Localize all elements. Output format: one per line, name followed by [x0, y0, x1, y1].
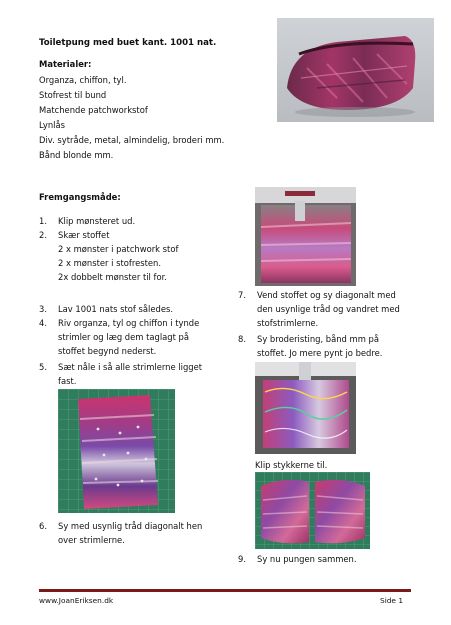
method-heading: Fremgangsmåde:	[39, 192, 121, 202]
step-text: Sy broderisting, bånd mm på	[257, 334, 379, 344]
step-number: 5.	[39, 362, 47, 372]
step-text: stoffet begynd nederst.	[58, 346, 157, 356]
list-item: Div. sytråde, metal, almindelig, broderi mm.	[39, 135, 225, 145]
step-text: fast.	[58, 376, 77, 386]
list-item: Bånd blonde mm.	[39, 150, 114, 160]
step-text: den usynlige tråd og vandret med	[257, 304, 400, 314]
step-text: Vend stoffet og sy diagonalt med	[257, 290, 396, 300]
step-text: Klip mønsteret ud.	[58, 216, 136, 226]
step-number: 9.	[238, 554, 246, 564]
step-number: 7.	[238, 290, 246, 300]
footer-rule	[39, 589, 411, 592]
step-number: 1.	[39, 216, 47, 226]
step-text: Sy nu pungen sammen.	[257, 554, 357, 564]
step-number: 2.	[39, 230, 47, 240]
list-item: Organza, chiffon, tyl.	[39, 75, 127, 85]
finished-pouch-photo	[277, 18, 434, 122]
step-text: Sæt nåle i så alle strimlerne ligget	[58, 362, 203, 372]
footer-website-link[interactable]: www.JoanEriksen.dk	[39, 596, 114, 605]
step-text: stofstrimlerne.	[257, 318, 319, 328]
list-item: Matchende patchworkstof	[39, 105, 148, 115]
step-text: 2 x mønster i stofresten.	[58, 258, 161, 268]
step-text: 2x dobbelt mønster til for.	[58, 272, 167, 282]
step-number: 4.	[39, 318, 47, 328]
sewing-machine-photo	[255, 187, 356, 286]
step-text: Lav 1001 nats stof således.	[58, 304, 173, 314]
step-text: Sy med usynlig tråd diagonalt hen	[58, 521, 203, 531]
embroidery-photo	[255, 362, 356, 454]
materials-list	[39, 73, 224, 163]
step-number: 8.	[238, 334, 246, 344]
step-text: Skær stoffet	[58, 230, 110, 240]
document-title: Toiletpung med buet kant. 1001 nat.	[39, 38, 217, 48]
step-text: Riv organza, tyl og chiffon i tynde	[58, 318, 200, 328]
step-text: over strimlerne.	[58, 535, 125, 545]
step-text: strimler og læg dem taglagt på	[58, 332, 189, 342]
list-item: Stofrest til bund	[39, 90, 107, 100]
cut-pieces-photo	[255, 472, 370, 549]
cut-caption: Klip stykkerne til.	[255, 460, 328, 470]
step-text: 2 x mønster i patchwork stof	[58, 244, 179, 254]
list-item: Lynlås	[39, 120, 65, 130]
step-number: 6.	[39, 521, 47, 531]
materials-heading: Materialer:	[39, 59, 92, 69]
footer-page-number: Side 1	[380, 596, 404, 605]
step-text: stoffet. Jo mere pynt jo bedre.	[257, 348, 383, 358]
step-number: 3.	[39, 304, 47, 314]
pinned-strips-photo	[58, 389, 175, 513]
